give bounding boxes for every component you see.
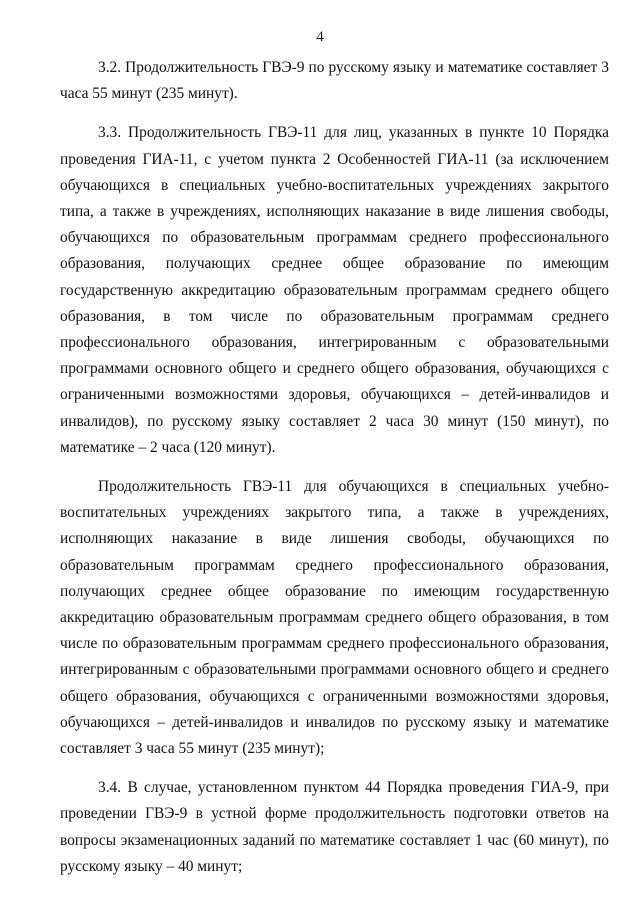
paragraph-3-4: 3.4. В случае, установленном пунктом 44 Порядка проведения ГИА-9, при проведении ГВЭ-9 в устной форме продолжительность подготовки ответов на вопросы экзаменационных заданий по математике составляет 1 час (60 минут), по русскому языку – 40 минут; [60, 779, 609, 875]
paragraph-3-2: 3.2. Продолжительность ГВЭ-9 по русскому языку и математике составляет 3 часа 55 минут (235 минут). [60, 59, 609, 103]
page-number: 4 [316, 29, 324, 45]
paragraph-gve11-duration: Продолжительность ГВЭ-11 для обучающихся в специальных учебно-воспитательных учреждениях закрытого типа, а также в учреждениях, исполняющих наказание в виде лишения свободы, обучающихся по образовательным программам среднего профессионального образования, получающих среднее общее образование по имеющим государственную аккредитацию образовательным программам среднего общего образования, в том числе по образовательным программам среднего профессионального образования, интегрированным с образовательными программами основного общего и среднего общего образования, обучающихся с ограниченными возможностями здоровья, обучающихся – детей-инвалидов и инвалидов по русскому языку и математике составляет 3 часа 55 минут (235 минут); [60, 478, 609, 758]
document-body [60, 55, 609, 880]
paragraph-3-3: 3.3. Продолжительность ГВЭ-11 для лиц, указанных в пункте 10 Порядка проведения ГИА-11, с учетом пункта 2 Особенностей ГИА-11 (за исключением обучающихся в специальных учебно-воспитательных учреждениях закрытого типа, а также в учреждениях, исполняющих наказание в виде лишения свободы, обучающихся по образовательным программам среднего профессионального образования, получающих среднее общее образование по имеющим государственную аккредитацию образовательным программам среднего общего образования, в том числе по образовательным программам среднего профессионального образования, интегрированным с образовательными программами основного общего и среднего общего образования, обучающихся с ограниченными возможностями здоровья, обучающихся – детей-инвалидов и инвалидов), по русскому языку составляет 2 часа 30 минут (150 минут), по математике – 2 часа (120 минут). [60, 124, 609, 456]
